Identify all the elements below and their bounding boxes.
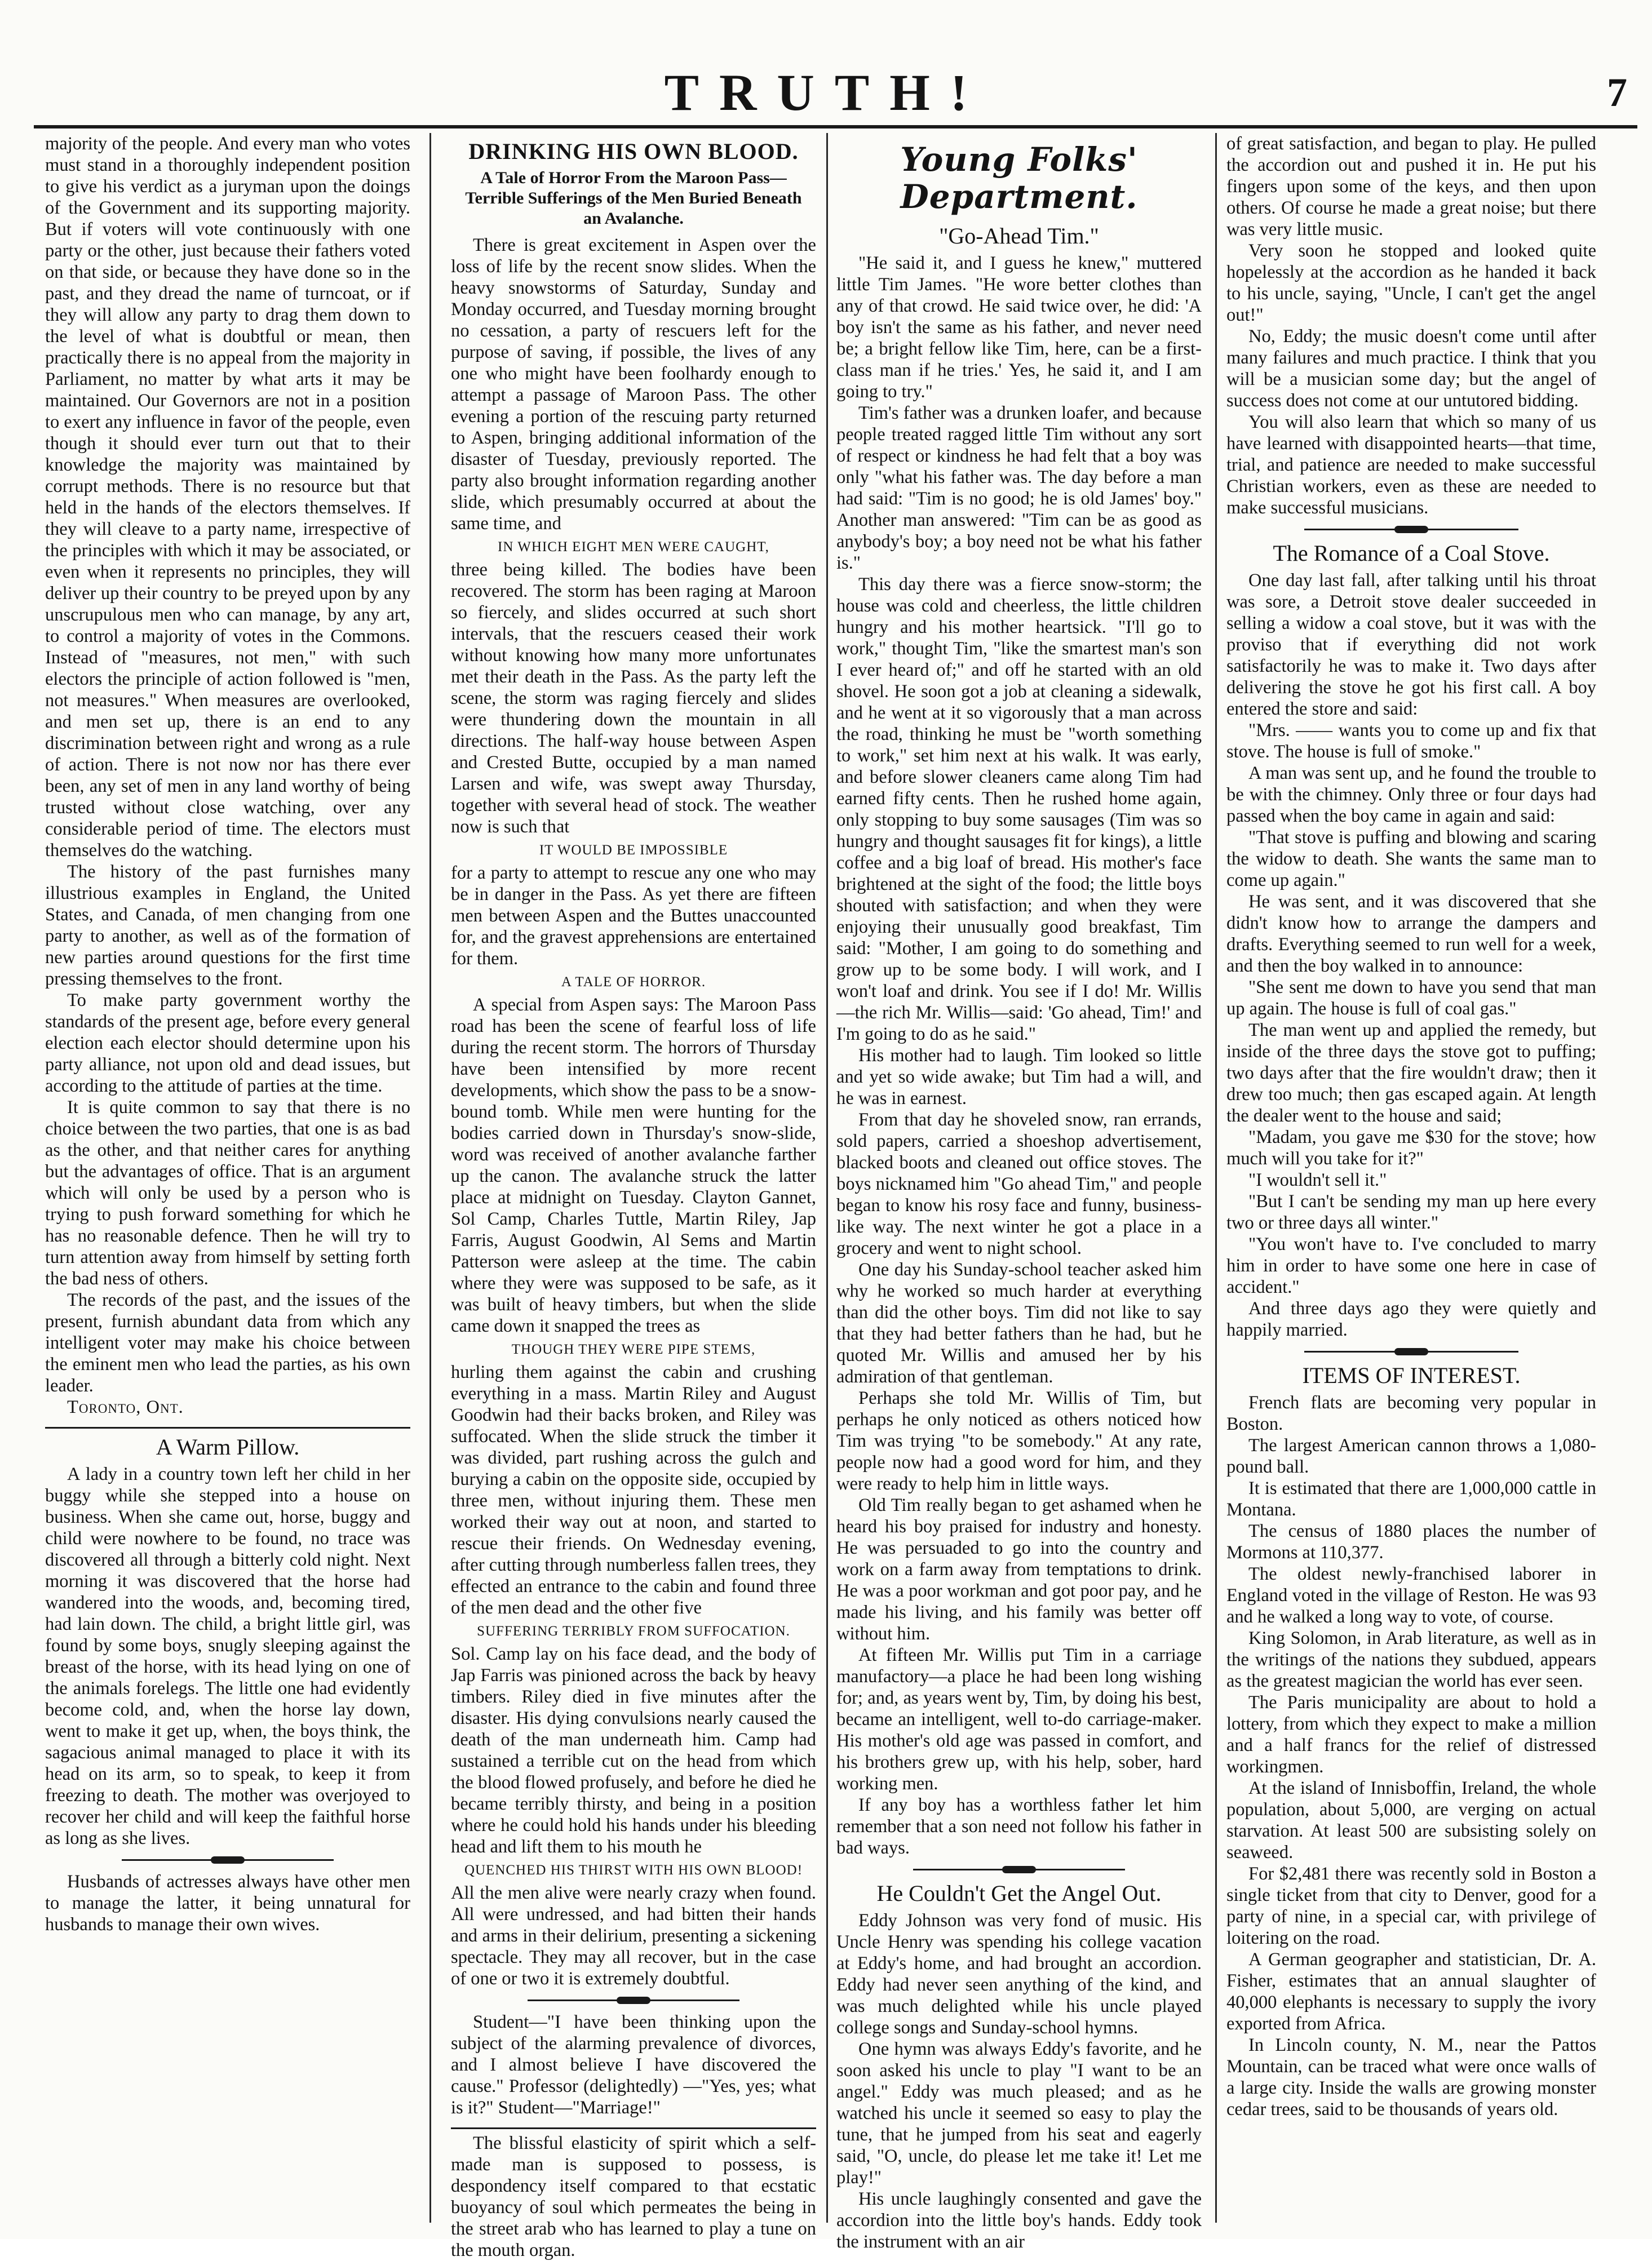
- subhead: SUFFERING TERRIBLY FROM SUFFOCATION.: [477, 1624, 790, 1639]
- news-item: A German geographer and statistician, Dr. A. Fisher, estimates that an annual slaughter of 40,000 elephants is necessary to supply the ivory exported from Africa.: [1226, 1949, 1596, 2034]
- subhead: A TALE OF HORROR.: [561, 974, 706, 990]
- article-paragraph: majority of the people. And every man who votes must stand in a thoroughly independent position to give his verdict as a juryman upon the doings of the Government and its supporting majority. But if voters will vote continuously with one party or the other, just because their fathers voted on that side, or because they have done so in the past, and they dread the name of turncoat, or if they will allow any party to drag them down to the level of what is doubtful or mean, then practically there is no appeal from the majority in Parliament, no matter by what arts it may be maintained. Our Governors are not in a position to exert any influence in favor of the people, even though it should ever turn out that to their knowledge the majority was maintained by corrupt methods. There is no resource but that held in the hands of the electors themselves. If they will cleave to a party name, irrespective of the principles with which it may be associated, or even when it represents no principles, they will deliver up their country to be preyed upon by any unscrupulous men who can manage, by any art, to control a majority of votes in the Commons. Instead of "measures, not men," with such electors the principle of action followed is "men, not measures." When measures are overlooked, and men set up, there is an end to any discrimination between right and wrong as a rule of action. There is not now nor has there ever been, any set of men in any land worthy of being trusted without close watching, over any considerable period of time. The electors must themselves do the watching.: [45, 134, 410, 861]
- section-divider: [451, 2127, 816, 2129]
- story-paragraph: His mother had to laugh. Tim looked so little and yet so wide awake; but Tim had a will, and he was in earnest.: [836, 1045, 1202, 1109]
- story-paragraph: Very soon he stopped and looked quite hopelessly at the accordion as he handed it back to his uncle, saying, "Uncle, I can't get the angel out!": [1226, 241, 1596, 325]
- column-3: [836, 133, 1202, 2252]
- story-paragraph: "She sent me down to have you send that man up again. The house is full of coal gas.": [1226, 977, 1596, 1019]
- article-paragraph: The history of the past furnishes many illustrious examples in England, the United States, and Canada, of men changing from one party to another, as well as of the formation of new parties around questions for the first time pressing themselves to the front.: [45, 862, 410, 989]
- column-1: [45, 133, 410, 2223]
- article-paragraph: hurling them against the cabin and crushing everything in a mass. Martin Riley and August Goodwin had their backs broken, and Riley was suffocated. When the slide struck the timber it was divided, part rushing across the gulch and burying a cabin on the opposite side, occupied by three men, without injuring them. These men worked their way out at noon, and started to rescue their friends. On Wednesday evening, after cutting through numberless fallen trees, they effected an entrance to the cabin and found three of the men dead and the other five: [451, 1362, 816, 1618]
- story-paragraph: One day last fall, after talking until his throat was sore, a Detroit stove dealer succeeded in selling a widow a coal stove, but it was with the proviso that if everything did not work satisfactorily he was to make it. Two days after delivering the stove he got his first call. A boy entered the store and said:: [1226, 570, 1596, 719]
- husbands-text: Husbands of actresses always have other men to manage the latter, it being unnatural for husbands to manage their own wives.: [45, 1872, 410, 1935]
- story-paragraph: "But I can't be sending my man up here every two or three days all winter.": [1226, 1191, 1596, 1233]
- story-paragraph: of great satisfaction, and began to play. He pulled the accordion out and pushed it in. He put his fingers upon some of the keys, and then upon others. Of course he made a great noise; but there was very little music.: [1226, 134, 1596, 240]
- story-paragraph: "Madam, you gave me $30 for the stove; how much will you take for it?": [1226, 1127, 1596, 1169]
- warm-pillow-headline: A Warm Pillow.: [156, 1434, 300, 1460]
- young-folks-department-title: Young Folks' Department.: [900, 140, 1138, 216]
- story-paragraph: He was sent, and it was discovered that she didn't know how to arrange the dampers and drafts. Everything seemed to run well for a week, and then the boy walked in to announce:: [1226, 892, 1596, 976]
- section-divider: [1304, 529, 1518, 530]
- story-paragraph: No, Eddy; the music doesn't come until after many failures and much practice. I think that you will be a musician some day; but the angel of success does not come at our untutored bidding.: [1226, 326, 1596, 411]
- story-paragraph: "You won't have to. I've concluded to marry him in order to have some one here in case of accident.": [1226, 1234, 1596, 1297]
- newspaper-title: TRUTH!: [664, 64, 988, 121]
- section-divider: [45, 1427, 410, 1429]
- article-byline: Toronto, Ont.: [67, 1397, 184, 1417]
- news-item: It is estimated that there are 1,000,000 cattle in Montana.: [1226, 1478, 1596, 1520]
- column-4: [1226, 133, 1596, 2223]
- story-paragraph: If any boy has a worthless father let him remember that a son need not follow his father in bad ways.: [836, 1795, 1202, 1858]
- story-paragraph: Perhaps she told Mr. Willis of Tim, but perhaps he only noticed as others noticed how Tim was trying "to be somebody." At any rate, people now had a good word for him, and they were ready to help him in little ways.: [836, 1388, 1202, 1494]
- article-paragraph: To make party government worthy the standards of the present age, before every general election each elector should determine upon his party alliance, not upon old and dead issues, but according to the attitude of parties at the time.: [45, 990, 410, 1096]
- news-item: The census of 1880 places the number of Mormons at 110,377.: [1226, 1521, 1596, 1563]
- article-paragraph: The records of the past, and the issues of the present, furnish abundant data from which any intelligent voter may make his choice between the eminent men who lead the parties, as his own leader.: [45, 1290, 410, 1396]
- story-paragraph: You will also learn that which so many of us have learned with disappointed hearts—that time, trial, and patience are needed to make successful Christian workers, even as these are needed to make successful musicians.: [1226, 412, 1596, 518]
- story-paragraph: One day his Sunday-school teacher asked him why he worked so much harder at everything than did the other boys. Tim did not like to say that they had better fathers than he had, but he quoted Mr. Willis and amused her by his admiration of that gentleman.: [836, 1260, 1202, 1387]
- section-divider: [1304, 1351, 1518, 1353]
- drinking-blood-headline: DRINKING HIS OWN BLOOD.: [468, 139, 799, 164]
- article-paragraph: A special from Aspen says: The Maroon Pass road has been the scene of fearful loss of life during the recent storm. The horrors of Thursday have been intensified by more recent developments, which show the pass to be a snow-bound tomb. While men were hunting for the bodies carried down in Thursday's snow-slide, word was received of another avalanche farther up the canon. The avalanche struck the latter place at midnight on Tuesday. Clayton Gannet, Sol Camp, Charles Tuttle, Martin Riley, Jap Farris, August Goodwin, Al Sems and Martin Patterson were asleep at the time. The cabin where they were was supposed to be safe, as it was built of heavy timbers, but when the slide came down it snapped the trees as: [451, 995, 816, 1336]
- masthead: [0, 0, 1652, 131]
- story-paragraph: At fifteen Mr. Willis put Tim in a carriage manufactory—a place he had been long wishing for; and, as years went by, Tim, by doing his best, became an intelligent, well to-do carriage-maker. His mother's old age was passed in comfort, and his brothers grew up, with his help, sober, hard working men.: [836, 1645, 1202, 1794]
- subhead: IN WHICH EIGHT MEN WERE CAUGHT,: [498, 539, 769, 555]
- story-paragraph: Old Tim really began to get ashamed when he heard his boy praised for industry and honesty. He was persuaded to go into the country and work on a farm away from temptations to drink. He was a poor workman and got poor pay, and he made his living, and his family was better off without him.: [836, 1495, 1202, 1644]
- story-paragraph: His uncle laughingly consented and gave the accordion into the little boy's hands. Eddy took the instrument with an air: [836, 2189, 1202, 2252]
- section-divider: [913, 1869, 1125, 1870]
- article-paragraph: It is quite common to say that there is no choice between the two parties, that one is as bad as the other, and that neither cares for anything but the advantages of office. That is an argument which will only be used by a person who is trying to push forward something for which he has no reasonable defence. Then he will try to turn attention away from himself by setting forth the bad ness of others.: [45, 1097, 410, 1289]
- news-item: King Solomon, in Arab literature, as well as in the writings of the nations they subdued, appears as the greatest magician the world has ever seen.: [1226, 1628, 1596, 1691]
- story-paragraph: The man went up and applied the remedy, but inside of the three days the stove got to puffing; two days after that the fire wouldn't draw; then it drew too much; then gas escaped again. At length the dealer went to the house and said;: [1226, 1020, 1596, 1126]
- news-item: The oldest newly-franchised laborer in England voted in the village of Reston. He was 93 and he walked a long way to vote, of course.: [1226, 1564, 1596, 1627]
- page-number: 7: [1607, 70, 1627, 115]
- items-of-interest-headline: ITEMS OF INTEREST.: [1302, 1363, 1521, 1388]
- story-paragraph: "That stove is puffing and blowing and scaring the widow to death. She wants the same man to come up again.": [1226, 827, 1596, 890]
- section-divider: [528, 2000, 739, 2001]
- story-paragraph: "Mrs. —— wants you to come up and fix that stove. The house is full of smoke.": [1226, 720, 1596, 762]
- article-paragraph: three being killed. The bodies have been recovered. The storm has been raging at Maroon so fiercely, and slides occurred at such short intervals, that the rescuers ceased their work without knowing how many more unfortunates met their death in the Pass. As the party left the scene, the storm was raging fiercely and slides were thundering down the mountain in all directions. The half-way house between Aspen and Crested Butte, occupied by a man named Larsen and wife, was swept away Thursday, together with several head of stock. The weather now is such that: [451, 560, 816, 837]
- story-paragraph: From that day he shoveled snow, ran errands, sold papers, carried a shoeshop advertisement, blacked boots and cleaned out office stoves. The boys nicknamed him "Go ahead Tim," and people began to know his rosy face and funny, business-like way. The next winter he got a place in a grocery and went to night school.: [836, 1110, 1202, 1258]
- column-rule: [1215, 133, 1217, 2223]
- student-joke: Student—"I have been thinking upon the subject of the alarming prevalence of divorces, and I almost believe I have discovered the cause." Professor (delightedly) —"Yes, yes; what is it?" Student—"Marriage!": [451, 2012, 816, 2118]
- subhead: IT WOULD BE IMPOSSIBLE: [539, 843, 728, 858]
- angel-out-headline: He Couldn't Get the Angel Out.: [876, 1881, 1162, 1906]
- column-rule: [826, 133, 828, 2223]
- article-deck: A Tale of Horror From the Maroon Pass—Terrible Sufferings of the Men Buried Beneath an Avalanche.: [465, 169, 802, 228]
- article-paragraph: for a party to attempt to rescue any one who may be in danger in the Pass. As yet there are fifteen men between Aspen and the Buttes unaccounted for, and the gravest apprehensions are entertained for them.: [451, 863, 816, 969]
- masthead-rule: [34, 125, 1637, 128]
- warm-pillow-text: A lady in a country town left her child in her buggy while she stepped into a house on business. When she came out, horse, buggy and child were nowhere to be found, no trace was discovered all through a bitterly cold night. Next morning it was discovered that the horse had wandered into the woods, and, becoming tired, had lain down. The child, a bright little girl, was found by some boys, snugly sleeping against the breast of the horse, with its head lying on one of the animals forelegs. The little one had evidently become cold, and, when the horse lay down, went to make it get up, when, the boys think, the sagacious animal managed to place it with its head on its arm, so to speak, to keep it from freezing to death. The mother was overjoyed to recover her child and will keep the faithful horse as long as she lives.: [45, 1464, 410, 1848]
- news-item: In Lincoln county, N. M., near the Pattos Mountain, can be traced what were once walls of a large city. Inside the walls are growing monster cedar trees, said to be thousands of years old.: [1226, 2035, 1596, 2120]
- news-item: For $2,481 there was recently sold in Boston a single ticket from that city to Denver, good for a party of nine, in a special car, with privilege of loitering on the road.: [1226, 1864, 1596, 1948]
- subhead: QUENCHED HIS THIRST WITH HIS OWN BLOOD!: [464, 1863, 803, 1878]
- story-paragraph: And three days ago they were quietly and happily married.: [1226, 1298, 1596, 1340]
- column-rule: [429, 133, 431, 2223]
- story-paragraph: One hymn was always Eddy's favorite, and he soon asked his uncle to play "I want to be an angel." Eddy was much pleased; and as he watched his uncle it seemed so easy to play the tune, that he jumped from his seat and eagerly said, "O, uncle, do please let me take it! Let me play!": [836, 2039, 1202, 2188]
- go-ahead-tim-headline: "Go-Ahead Tim.": [939, 223, 1099, 249]
- story-paragraph: This day there was a fierce snow-storm; the house was cold and cheerless, the little children hungry and his mother heartsick. "I'll go to work," thought Tim, "like the smartest man's son I ever heard of;" and off he started with an old shovel. He soon got a job at cleaning a sidewalk, and he went at it so vigorously that a man across the road, thinking he must be "worth something to work," set him next at his walk. It was early, and before slower cleaners came along Tim had earned fifty cents. Then he rushed home again, only stopping to buy some sausages (Tim was so hungry and thought sausages fit for kings), a little coffee and a big loaf of bread. His mother's face brightened at the sight of the food; the little boys shouted with satisfaction; and when they were enjoying their unusually good breakfast, Tim said: "Mother, I am going to do something and grow up to be some body. I will work, and I won't loaf and drink. You see if I do! Mr. Willis—the rich Mr. Willis—said: 'Go ahead, Tim!' and I'm going to do as he said.": [836, 574, 1202, 1044]
- story-paragraph: "He said it, and I guess he knew," muttered little Tim James. "He wore better clothes than any of that crowd. He said twice over, he did: 'A boy isn't the same as his father, and never need be; a bright fellow like Tim, here, can be a first-class man if he tries.' Yes, he said it, and I am going to try.": [836, 253, 1202, 402]
- column-2: [451, 133, 816, 2260]
- article-paragraph: All the men alive were nearly crazy when found. All were undressed, and had bitten their hands and arms in their delirium, presenting a sickening spectacle. They may all recover, but in the case of one or two it is extremely doubtful.: [451, 1883, 816, 1989]
- section-divider: [122, 1859, 334, 1861]
- coal-stove-headline: The Romance of a Coal Stove.: [1273, 540, 1550, 566]
- news-item: The largest American cannon throws a 1,080-pound ball.: [1226, 1435, 1596, 1477]
- story-paragraph: A man was sent up, and he found the trouble to be with the chimney. Only three or four days had passed when the boy came in again and said:: [1226, 763, 1596, 826]
- article-paragraph: There is great excitement in Aspen over the loss of life by the recent snow slides. When the heavy snowstorms of Saturday, Sunday and Monday occurred, and Tuesday morning brought no cessation, a party of rescuers left for the purpose of saving, if possible, the lives of any one who might have been foolhardy enough to attempt a passage of Maroon Pass. The other evening a portion of the rescuing party returned to Aspen, bringing additional information of the disaster of Tuesday, previously reported. The party also brought information regarding another slide, which presumably occurred at about the same time, and: [451, 235, 816, 534]
- news-item: French flats are becoming very popular in Boston.: [1226, 1393, 1596, 1434]
- story-paragraph: "I wouldn't sell it.": [1248, 1170, 1387, 1190]
- news-item: At the island of Innisboffin, Ireland, the whole population, about 5,000, are verging on actual starvation. At least 500 are subsisting solely on seaweed.: [1226, 1778, 1596, 1863]
- news-item: The Paris municipality are about to hold a lottery, from which they expect to make a million and a half francs for the relief of distressed workingmen.: [1226, 1692, 1596, 1777]
- story-paragraph: Tim's father was a drunken loafer, and because people treated ragged little Tim without any sort of respect or kindness he had felt that a boy was only "what his father was. The day before a man had said: "Tim is no good; he is old James' boy." Another man answered: "Tim can be as good as anybody's boy; a boy need not be what his father is.": [836, 403, 1202, 573]
- subhead: THOUGH THEY WERE PIPE STEMS,: [511, 1342, 756, 1357]
- story-paragraph: Eddy Johnson was very fond of music. His Uncle Henry was spending his college vacation at Eddy's home, and had brought an accordion. Eddy had never seen anything of the kind, and was much delighted while his uncle played college songs and Sunday-school hymns.: [836, 1910, 1202, 2038]
- elasticity-text: The blissful elasticity of spirit which a self-made man is supposed to possess, is despondency itself compared to that ecstatic buoyancy of soul which permeates the being in the street arab who has learned to play a tune on the mouth organ.: [451, 2133, 816, 2260]
- article-paragraph: Sol. Camp lay on his face dead, and the body of Jap Farris was pinioned across the back by heavy timbers. Riley died in five minutes after the disaster. His dying convulsions nearly caused the death of the man underneath him. Camp had sustained a terrible cut on the head from which the blood flowed profusely, and before he died he became terribly thirsty, and being in a position where he could hold his hands under his bleeding head and lift them to his mouth he: [451, 1644, 816, 1857]
